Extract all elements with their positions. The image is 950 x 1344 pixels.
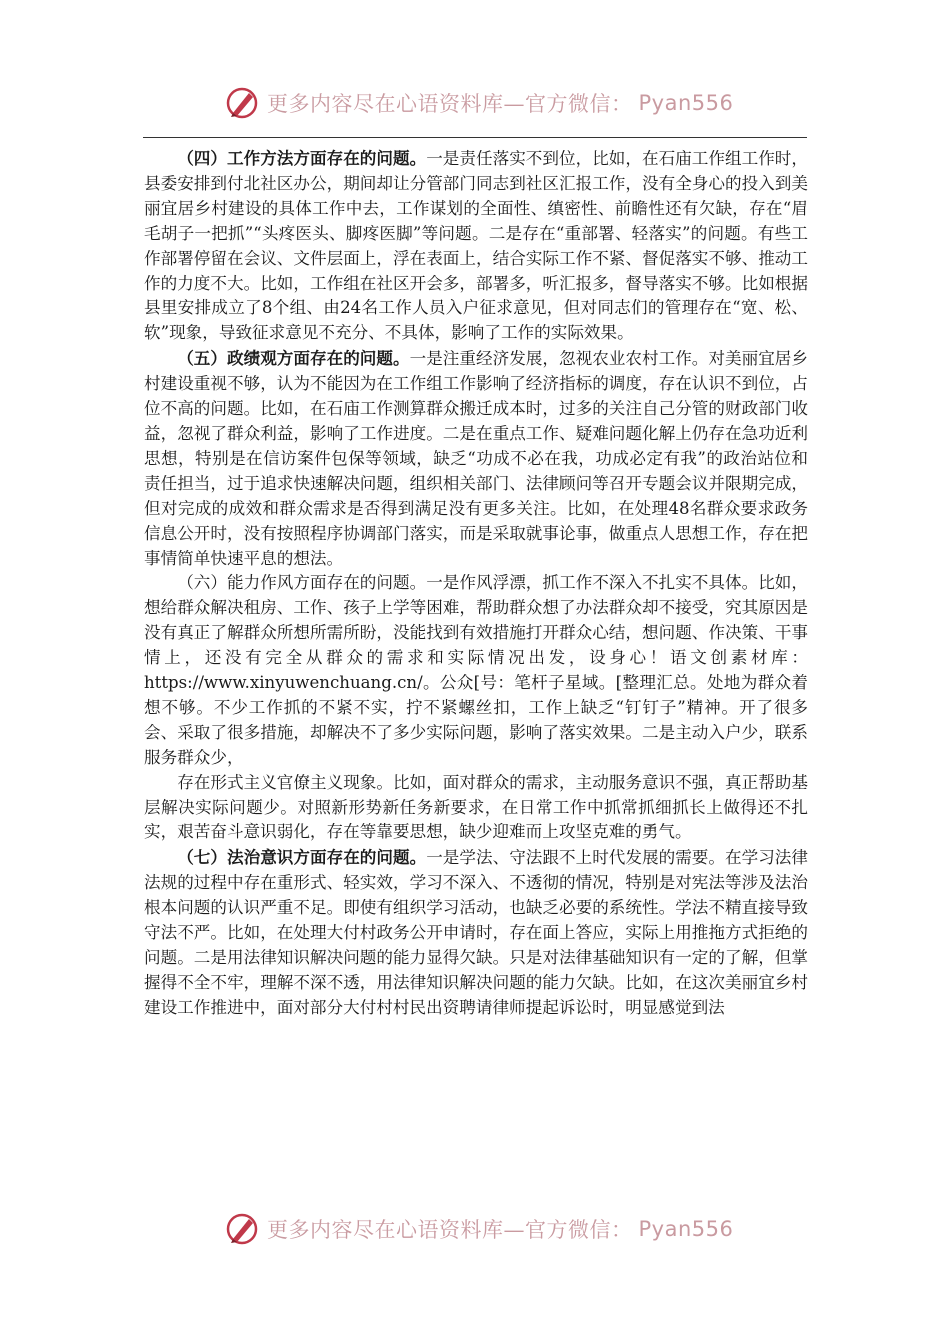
footer-banner <box>225 1209 745 1249</box>
paragraph-4-heading: （四）工作方法方面存在的问题。 <box>177 148 427 168</box>
header-banner-text: 更多内容尽在心语资料库—官方微信： <box>267 92 633 116</box>
paragraph-6-continued-body: 存在形式主义官僚主义现象。比如，面对群众的需求，主动服务意识不强，真正帮助基层解决实际问题少。对照新形势新任务新要求，在日常工作中抓常抓细抓长上做得还不扎实，艰苦奋斗意识弱化，存在等靠要思想，缺少迎难而上攻坚克难的勇气。 <box>144 772 808 842</box>
paragraph-7 <box>144 845 808 1020</box>
paragraph-4-body: 一是责任落实不到位，比如，在石庙工作组工作时，县委安排到付北社区办公，期间却让分管部门同志到社区汇报工作，没有全身心的投入到美丽宜居乡村建设的具体工作中去，工作谋划的全面性、缜密性、前瞻性还有欠缺，存在“眉毛胡子一把抓”“头疼医头、脚疼医脚”等问题。二是存在“重部署、轻落实”的问题。有些工作部署停留在会议、文件层面上，浮在表面上，结合实际工作不紧、督促落实不够、推动工作的力度不大。比如，工作组在社区开会多，部署多，听汇报多，督导落实不够。比如根据县里安排成立了8个组、由24名工作人员入户征求意见，但对同志们的管理存在“宽、松、软”现象，导致征求意见不充分、不具体，影响了工作的实际效果。 <box>144 149 809 343</box>
pen-logo-icon <box>225 1211 261 1247</box>
paragraph-6 <box>144 571 808 770</box>
header-divider <box>143 137 807 138</box>
header-banner <box>225 83 745 123</box>
paragraph-6-body: （六）能力作风方面存在的问题。一是作风浮漂，抓工作不深入不扎实不具体。比如，想给群众解决租房、工作、孩子上学等困难，帮助群众想了办法群众却不接受，究其原因是没有真正了解群众所想所需所盼，没能找到有效措施打开群众心结，想问题、作决策、干事情上，还没有完全从群众的需求和实际情况出发，设身心！语文创素材库：https://www.xinyuwenchuang.cn/。公众[号：笔杆子星域。[整理汇总。处地为群众着想不够。不少工作抓的不紧不实，拧不紧螺丝扣，工作上缺乏“钉钉子”精神。开了很多会、采取了很多措施，却解决不了多少实际问题，影响了落实效果。二是主动入户少，联系服务群众少， <box>144 573 808 767</box>
header-wechat-id: Pyan556 <box>638 91 734 115</box>
footer-banner-text: 更多内容尽在心语资料库—官方微信： <box>267 1218 633 1242</box>
pen-logo-icon <box>225 85 261 121</box>
paragraph-5-heading: （五）政绩观方面存在的问题。 <box>177 348 410 369</box>
paragraph-5-body: 一是注重经济发展，忽视农业农村工作。对美丽宜居乡村建设重视不够，认为不能因为在工作组工作影响了经济指标的调度，存在认识不到位，占位不高的问题。比如，在石庙工作测算群众搬迁成本时，过多的关注自己分管的财政部门收益，忽视了群众利益，影响了工作进度。二是在重点工作、疑难问题化解上仍存在急功近利思想，特别是在信访案件包保等领域，缺乏“功成不必在我，功成必定有我”的政治站位和责任担当，过于追求快速解决问题，组织相关部门、法律顾问等召开专题会议并限期完成，但对完成的成效和群众需求是否得到满足没有更多关注。比如，在处理48名群众要求政务信息公开时，没有按照程序协调部门落实，而是采取就事论事，做重点人思想工作，存在把事情简单快速平息的想法。 <box>144 349 808 568</box>
document-body <box>144 146 808 1021</box>
paragraph-7-body: 一是学法、守法跟不上时代发展的需要。在学习法律法规的过程中存在重形式、轻实效，学习不深入、不透彻的情况，特别是对宪法等涉及法治根本问题的认识严重不足。即使有组织学习活动，也缺乏必要的系统性。学法不精直接导致守法不严。比如，在处理大付村政务公开申请时，存在面上答应，实际上用推拖方式拒绝的问题。二是用法律知识解决问题的能力显得欠缺。只是对法律基础知识有一定的了解，但掌握得不全不牢，理解不深不透，用法律知识解决问题的能力欠缺。比如，在这次美丽宜乡村建设工作推进中，面对部分大付村村民出资聘请律师提起诉讼时，明显感觉到法 <box>144 848 809 1017</box>
paragraph-7-heading: （七）法治意识方面存在的问题。 <box>177 847 427 868</box>
paragraph-4 <box>144 146 808 346</box>
footer-wechat-id: Pyan556 <box>638 1217 734 1241</box>
paragraph-5 <box>144 346 808 571</box>
paragraph-6-continued <box>144 771 808 846</box>
